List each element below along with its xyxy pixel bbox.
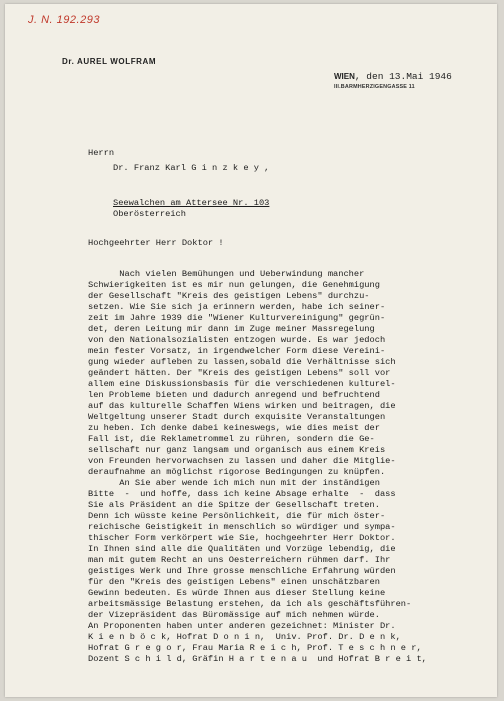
- body-line: mein fester Vorsatz, in irgendwelcher Form diese Vereini-: [88, 346, 386, 356]
- body-line: In Ihnen sind alle die Qualitäten und Vorzüge lebendig, die: [88, 544, 396, 554]
- body-line: geändert hätten. Der "Kreis des geistigen Lebens" soll vor: [88, 368, 391, 378]
- body-line: Nach vielen Bemühungen und Ueberwindung mancher: [88, 269, 365, 279]
- recipient-name: Dr. Franz Karl G i n z k e y ,: [113, 163, 270, 173]
- body-line: von Freunden hervorwachsen zu lassen und daher die Mitglie-: [88, 456, 396, 466]
- body-line: thischer Form verkörpert wie Sie, hochgeehrter Herr Doktor.: [88, 533, 396, 543]
- body-line: zu heben. Ich denke dabei keineswegs, wie dies meist der: [88, 423, 380, 433]
- body-line: An Sie aber wende ich mich nun mit der inständigen: [88, 478, 380, 488]
- body-line: Sie als Präsident an die Spitze der Gesellschaft treten.: [88, 500, 380, 510]
- body-line: auf das kulturelle Schaffen Wiens wirken und beitragen, die: [88, 401, 396, 411]
- body-line: det, deren Leitung mir dann im Zuge meiner Massregelung: [88, 324, 375, 334]
- body-line: geistiges Werk und Ihre grosse menschliche Erfahrung würden: [88, 566, 396, 576]
- body-line: gung wieder aufleben zu lassen,sobald die Verhältnisse sich: [88, 357, 396, 367]
- body-line: Denn ich wüsste keine Persönlichkeit, die für mich öster-: [88, 511, 386, 521]
- body-line: Hofrat G r e g o r, Frau Maria R e i c h, Prof. T e s c h n e r,: [88, 643, 422, 653]
- archive-number-annotation: J. N. 192.293: [28, 14, 100, 26]
- body-line: len Probleme bieten und dadurch anregend und befruchtend: [88, 390, 380, 400]
- body-line: von den Nationalsozialisten entzogen wurde. Es war jedoch: [88, 335, 386, 345]
- body-line: deraufnahme an möglichst rigorose Bedingungen zu knüpfen.: [88, 467, 386, 477]
- letter-greeting: Hochgeehrter Herr Doktor !: [88, 238, 224, 248]
- body-line: Gewinn bedeuten. Es würde Ihnen aus dieser Stellung keine: [88, 588, 386, 598]
- body-line: An Proponenten haben unter anderen gezeichnet: Minister Dr.: [88, 621, 396, 631]
- recipient-street: Seewalchen am Attersee Nr. 103: [113, 198, 270, 208]
- body-line: man mit gutem Recht an uns Oesterreichern rühmen darf. Ihr: [88, 555, 391, 565]
- body-line: arbeitsmässige Belastung erstehen, da ich als geschäftsführen-: [88, 599, 412, 609]
- body-line: Fall ist, die Reklametrommel zu rühren, sondern die Ge-: [88, 434, 375, 444]
- body-line: reichische Geistigkeit in menschlich so würdiger und sympa-: [88, 522, 396, 532]
- body-line: Schwierigkeiten ist es mir nun gelungen, die Genehmigung: [88, 280, 380, 290]
- body-line: Bitte - und hoffe, dass ich keine Absage erhalte - dass: [88, 489, 396, 499]
- body-line: Dozent S c h i l d, Gräfin H a r t e n a u und Hofrat B r e i t,: [88, 654, 427, 664]
- letterhead-sender: Dr. AUREL WOLFRAM: [62, 57, 157, 66]
- letter-date: , den 13.Mai 1946: [354, 71, 452, 82]
- body-line: der Vizepräsident das Büromässige auf mich nehmen würde.: [88, 610, 380, 620]
- body-line: allem eine Diskussionsbasis für die verschiedenen kulturel-: [88, 379, 396, 389]
- recipient-region: Oberösterreich: [113, 209, 186, 219]
- recipient-salutation: Herrn: [88, 148, 115, 158]
- body-line: K i e n b ö c k, Hofrat D o n i n, Univ. Prof. Dr. D e n k,: [88, 632, 401, 642]
- body-line: Weltgeltung unserer Stadt durch exquisite Veranstaltungen: [88, 412, 386, 422]
- letterhead-city: WIEN: [334, 72, 355, 81]
- body-line: für den "Kreis des geistigen Lebens" einen unschätzbaren: [88, 577, 380, 587]
- body-line: setzen. Wie Sie sich ja erinnern werden, habe ich seiner-: [88, 302, 386, 312]
- body-line: der Gesellschaft "Kreis des geistigen Lebens" durchzu-: [88, 291, 370, 301]
- body-line: sellschaft nur ganz langsam und organisch aus einem Kreis: [88, 445, 386, 455]
- letterhead-address: III.BARMHERZIGENGASSE 11: [334, 84, 415, 90]
- body-line: zeit im Jahre 1939 die "Wiener Kulturvereinigung" gegrün-: [88, 313, 386, 323]
- letterhead-place-date: [334, 71, 452, 82]
